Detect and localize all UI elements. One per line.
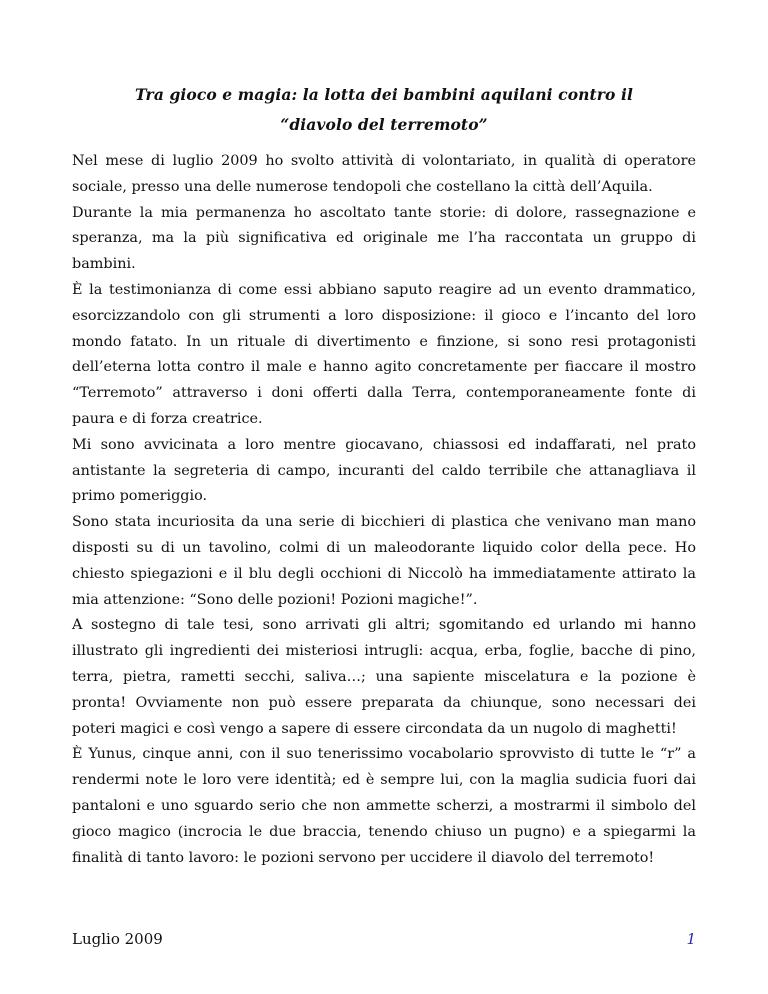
paragraph: Durante la mia permanenza ho ascoltato tante storie: di dolore, rassegnazione e speranza, ma la più significativa ed originale me l’ha raccontata un gruppo di bambini. xyxy=(72,204,696,273)
paragraph: Nel mese di luglio 2009 ho svolto attività di volontariato, in qualità di operatore sociale, presso una delle numerose tendopoli che costellano la città dell’Aquila. xyxy=(72,153,696,195)
page-number: 1 xyxy=(686,930,696,948)
page-footer xyxy=(72,930,696,954)
paragraph: È la testimonianza di come essi abbiano saputo reagire ad un evento drammatico, esorcizzandolo con gli strumenti a loro disposizione: il gioco e l’incanto del loro mondo fatato. In un rituale di divertimento e finzione, si sono resi protagonisti dell’eterna lotta contro il male e hanno agito concretamente per fiaccare il mostro “Terremoto” attraverso i doni offerti dalla Terra, contemporaneamente fonte di paura e di forza creatrice. xyxy=(72,281,696,427)
footer-date: Luglio 2009 xyxy=(72,930,163,948)
paragraph: Sono stata incuriosita da una serie di bicchieri di plastica che venivano man mano disposti su di un tavolino, colmi di un maleodorante liquido color della pece. Ho chiesto spiegazioni e il blu degli occhioni di Niccolò ha immediatamente attirato la mia attenzione: “Sono delle pozioni! Pozioni magiche!”. xyxy=(72,514,696,608)
document-body xyxy=(72,149,696,871)
title-line-1: Tra gioco e magia: la lotta dei bambini aquilani contro il xyxy=(135,85,633,104)
document-title xyxy=(72,80,696,140)
paragraph: È Yunus, cinque anni, con il suo tenerissimo vocabolario sprovvisto di tutte le “r” a rendermi note le loro vere identità; ed è sempre lui, con la maglia sudicia fuori dai pantaloni e uno sguardo serio che non ammette scherzi, a mostrarmi il simbolo del gioco magico (incrocia le due braccia, tenendo chiuso un pugno) e a spiegarmi la finalità di tanto lavoro: le pozioni servono per uccidere il diavolo del terremoto! xyxy=(72,746,696,866)
paragraph: Mi sono avvicinata a loro mentre giocavano, chiassosi ed indaffarati, nel prato antistante la segreteria di campo, incuranti del caldo terribile che attanagliava il primo pomeriggio. xyxy=(72,436,696,505)
title-line-2: “diavolo del terremoto” xyxy=(280,115,488,134)
paragraph: A sostegno di tale tesi, sono arrivati gli altri; sgomitando ed urlando mi hanno illustrato gli ingredienti dei misteriosi intrugli: acqua, erba, foglie, bacche di pino, terra, pietra, rametti secchi, saliva…; una sapiente miscelatura e la pozione è pronta! Ovviamente non può essere preparata da chiunque, sono necessari dei poteri magici e così vengo a sapere di essere circondata da un nugolo di maghetti! xyxy=(72,617,696,737)
